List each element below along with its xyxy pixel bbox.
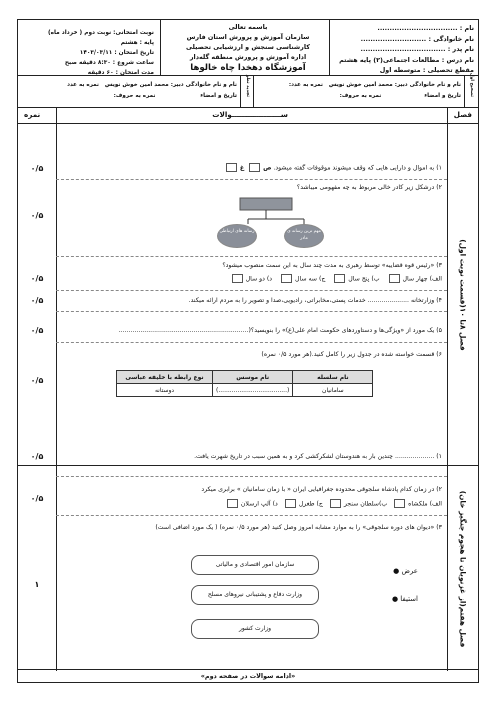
q8-box-d[interactable] [227, 499, 238, 508]
question-2: ۲) درشکل زیر کادر خالی مربوط به چه مفهومی میباشد؟ [296, 184, 442, 191]
score-column-line [56, 108, 57, 671]
student-father-field: نام پدر : ................................... [360, 45, 474, 53]
question-1: ۱) به اموال و دارایی هایی که وقف میشوند موقوفات گفته میشود. ص غ [223, 163, 442, 173]
exam-date: تاریخ امتحان : ۱۴۰۳/۰۳/۱۱ [79, 50, 154, 56]
q8-score: ۰/۵ [30, 494, 44, 503]
header-divider-left [160, 20, 161, 75]
bismillah: باسمه تعالی [228, 23, 268, 31]
table-header-cell: نام سلسله [293, 371, 373, 384]
exam-duration: مدت امتحان : ۶۰ دقیقه [87, 70, 154, 76]
q8-option-b: ب)سلطان سنجر [343, 500, 388, 508]
org-line-2: کارشناسی سنجش و ارزشیابی تحصیلی [186, 43, 310, 51]
q3-box-b[interactable] [334, 274, 345, 283]
q3-option-b: ب) پنج سال [348, 275, 380, 283]
true-checkbox[interactable] [249, 163, 260, 172]
q8-option-a: الف) ملکشاه [408, 500, 442, 508]
student-name-field: نام : ................................. [377, 24, 474, 32]
score-column-header: نمره [24, 110, 41, 119]
org-line-3: اداره آموزش و پرورش منطقه گله‌دار [189, 53, 307, 61]
match-left-2[interactable]: وزارت دفاع و پشتیبانی نیروهای مسلح [191, 585, 319, 605]
second-score-word: نمره به حروف: [113, 93, 156, 99]
q3-box-c[interactable] [281, 274, 292, 283]
org-line-1: سازمان آموزش و پرورش استان فارس [186, 33, 310, 41]
second-sign: تاریخ و امضاء [200, 93, 237, 99]
q8-options [224, 499, 442, 509]
table-row [117, 384, 373, 397]
match-left-3[interactable]: وزارت کشور [191, 619, 319, 639]
false-checkbox[interactable] [226, 163, 237, 172]
q3-options [229, 274, 442, 284]
table-cell: سامانیان [293, 384, 373, 397]
match-right-2[interactable]: استیفا ● [391, 595, 418, 603]
exam-page [17, 19, 479, 683]
q8-box-a[interactable] [394, 499, 405, 508]
section-separator [18, 465, 478, 466]
exam-info [24, 20, 154, 76]
q8-option-d: د) آلپ ارسلان [240, 500, 278, 508]
questions-table-header [18, 108, 478, 124]
q3-score: ۰/۵ [30, 274, 44, 283]
empty-concept-box[interactable] [240, 198, 292, 210]
q8-divider [56, 515, 447, 516]
q3-option-c: ج) سه سال [294, 275, 326, 283]
grade-level: مقطع تحصیلی : متوسطه اول [379, 66, 474, 74]
q2-divider [56, 256, 447, 257]
q8-box-b[interactable] [330, 499, 341, 508]
q7-divider [56, 476, 447, 477]
section-column-header: فصل [453, 110, 472, 119]
question-5: ۵) یک مورد از «ویژگی‌ها و دستاوردهای حکومت امام علی(ع)» را بنویسید؟(.................................................................. [118, 327, 442, 334]
section-1-label: فصل ۸تا ۱۰(قسمت نوبت اول) [458, 239, 468, 351]
q6-score: ۰/۵ [30, 376, 44, 385]
section-2-label: فصل هفتم(از غزنویان تا هجوم چنگیز خان) [458, 490, 468, 647]
table-header-cell: نام موسس [213, 371, 293, 384]
question-6: ۶) قسمت خواسته شده در جدول زیر را کامل کنید.(هر مورد ۰/۵ نمره) [261, 351, 442, 358]
q3-option-a: الف) چهار سال [402, 275, 442, 283]
q2-score: ۰/۵ [30, 211, 44, 220]
continue-note: «ادامه سوالات در صفحه دوم» [18, 669, 478, 682]
q4-divider [56, 311, 447, 312]
questions-column-header: ســــــــــــــــــــوالات [212, 110, 288, 119]
q5-divider [56, 342, 447, 343]
q7-score: ۰/۵ [30, 452, 44, 461]
concept-oval-left: رسانه های ارتباطی [217, 224, 257, 248]
exam-turn: نوبت امتحانی: نوبت دوم ( خرداد ماه) [47, 30, 154, 36]
match-right-1[interactable]: عرض ● [393, 567, 418, 575]
table-header-cell: نوع رابطه با خلیفه عباسی [117, 371, 213, 384]
exam-header [18, 20, 478, 76]
first-sign: تاریخ و امضاء [424, 93, 461, 99]
lesson-name: نام درس : مطالعات اجتماعی(۲) پایه هشتم [339, 55, 474, 64]
q1-score: ۰/۵ [30, 164, 44, 173]
q3-divider [56, 290, 447, 291]
first-score-number: نمره به عدد: [288, 82, 324, 88]
question-4: ۴) وزارتخانه ..................... خدمات پستی،مخابراتی، رادیویی،صدا و تصویر را به مردم ارائه میکند. [188, 297, 442, 304]
q3-box-a[interactable] [389, 274, 400, 283]
concept-oval-right: مهم ترین رسانه ی مادر [284, 224, 324, 248]
table-blank-cell[interactable]: (....................................) [213, 384, 293, 397]
school-info [158, 20, 338, 76]
q3-option-d: د) دو سال [245, 275, 273, 283]
question-3: ۳) «رئیس قوه قضاییه» توسط رهبری به مدت چند سال به این سمت منصوب میشود؟ [222, 262, 442, 269]
question-8: ۲) در زمان کدام پادشاه سلجوقی محدوده جغرافیایی ایران « با زمان سامانیان » برابری میکرد [201, 486, 442, 493]
second-score-number: نمره به عدد [67, 82, 100, 88]
second-grader-cell [18, 76, 240, 108]
q4-score: ۰/۵ [30, 296, 44, 305]
q5-score: ۰/۵ [30, 326, 44, 335]
school-name: آموزشگاه دهخدا چاه خالو‌ها [190, 63, 306, 73]
student-info [334, 20, 474, 76]
match-left-1[interactable]: سازمان امور اقتصادی و مالیاتی [191, 555, 319, 575]
question-9: ۳) «دیوان های دوره سلجوقی» را به موارد مشابه امروز وصل کنید (هر مورد ۰/۵ نمره) ( یک مورد اضافی است) [155, 524, 442, 531]
first-grader-cell [254, 76, 464, 108]
student-family-field: نام خانوادگی : ........................... [360, 34, 474, 43]
corr-label-1: تصحیح اول [464, 76, 478, 108]
second-grader-name: نام و نام خانوادگی دبیر: محمد امین خوش نویس [104, 82, 237, 88]
dynasty-table [116, 370, 373, 397]
q9-score: ۱ [34, 580, 40, 589]
q3-box-d[interactable] [232, 274, 243, 283]
table-cell: دوستانه [117, 384, 213, 397]
q1-divider [56, 179, 447, 180]
exam-base: پایه : هشتم [120, 40, 154, 46]
q8-option-c: ج) طغرل [298, 500, 323, 508]
first-score-word: نمره به حروف: [339, 93, 382, 99]
table-row [117, 371, 373, 384]
corr-label-2: تجدید نظر [240, 76, 254, 108]
q8-box-c[interactable] [285, 499, 296, 508]
exam-start: ساعت شروع : ۸:۳۰ دقیقه صبح [64, 60, 154, 66]
question-7: ۱) .................... چندین بار به هندوستان لشکرکشی کرد و به همین سبب در تاریخ شهرت یافت. [194, 453, 442, 460]
first-grader-name: نام و نام خانوادگی دبیر: محمد امین خوش نویس [328, 82, 461, 88]
